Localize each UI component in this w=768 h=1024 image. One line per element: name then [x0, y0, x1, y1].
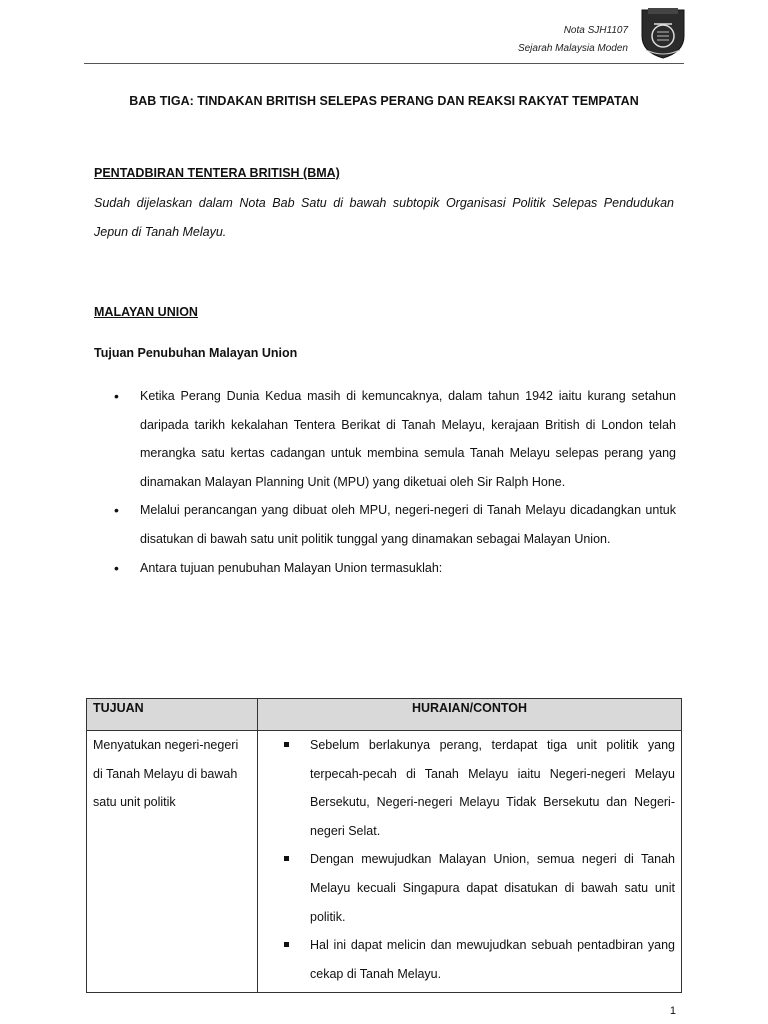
- table-header-row: [87, 699, 682, 731]
- section-heading-malayan-union: MALAYAN UNION: [94, 305, 198, 319]
- bullet-list: [112, 382, 676, 582]
- column-header-huraian: HURAIAN/CONTOH: [258, 699, 682, 731]
- huraian-cell: [258, 731, 682, 993]
- page-number: 1: [669, 1005, 676, 1017]
- list-item: Sebelum berlakunya perang, terdapat tiga unit politik yang terpecah-pecah di Tanah Melayu iaitu Negeri-negeri Melayu Bersekutu, Negeri-negeri Melayu Tidak Bersekutu dan Negeri-negeri Selat.: [266, 731, 675, 845]
- column-header-tujuan: TUJUAN: [87, 699, 258, 731]
- university-crest-icon: [640, 6, 686, 60]
- header-info: [518, 22, 628, 58]
- subheading-tujuan: Tujuan Penubuhan Malayan Union: [94, 346, 298, 360]
- list-item: • Melalui perancangan yang dibuat oleh MPU, negeri-negeri di Tanah Melayu dicadangkan untuk disatukan di bawah satu unit politik tunggal yang dinamakan sebagai Malayan Union.: [112, 496, 676, 553]
- list-item: • Antara tujuan penubuhan Malayan Union termasuklah:: [112, 554, 676, 583]
- list-item: Dengan mewujudkan Malayan Union, semua negeri di Tanah Melayu kecuali Singapura dapat disatukan di bawah satu unit politik.: [266, 845, 675, 931]
- tujuan-table: [86, 698, 682, 993]
- list-item: • Ketika Perang Dunia Kedua masih di kemuncaknya, dalam tahun 1942 iaitu kurang setahun daripada tarikh kekalahan Tentera Berikat di Tanah Melayu, kerajaan British di London telah merangka satu kertas cadangan untuk membina semula Tanah Melayu selepas perang yang dinamakan Malayan Planning Unit (MPU) yang diketuai oleh Sir Ralph Hone.: [112, 382, 676, 496]
- bullet-icon: •: [114, 502, 119, 519]
- bullet-icon: •: [114, 388, 119, 404]
- chapter-title: BAB TIGA: TINDAKAN BRITISH SELEPAS PERANG DAN REAKSI RAKYAT TEMPATAN: [129, 94, 639, 108]
- list-item: Hal ini dapat melicin dan mewujudkan sebuah pentadbiran yang cekap di Tanah Melayu.: [266, 931, 675, 988]
- huraian-list: [266, 731, 675, 988]
- section-heading-bma: PENTADBIRAN TENTERA BRITISH (BMA): [94, 166, 340, 180]
- square-bullet-icon: [284, 942, 289, 947]
- bullet-icon: •: [114, 559, 119, 576]
- course-name: Sejarah Malaysia Moden: [517, 43, 628, 54]
- course-code: Nota SJH1107: [563, 25, 628, 36]
- bma-paragraph: Sudah dijelaskan dalam Nota Bab Satu di bawah subtopik Organisasi Politik Selepas Pendudukan Jepun di Tanah Melayu.: [94, 196, 674, 239]
- table-row: [87, 731, 682, 993]
- square-bullet-icon: [284, 742, 289, 747]
- square-bullet-icon: [284, 856, 289, 861]
- header-divider: [84, 63, 684, 64]
- tujuan-cell: Menyatukan negeri-negeri di Tanah Melayu di bawah satu unit politik: [87, 731, 258, 993]
